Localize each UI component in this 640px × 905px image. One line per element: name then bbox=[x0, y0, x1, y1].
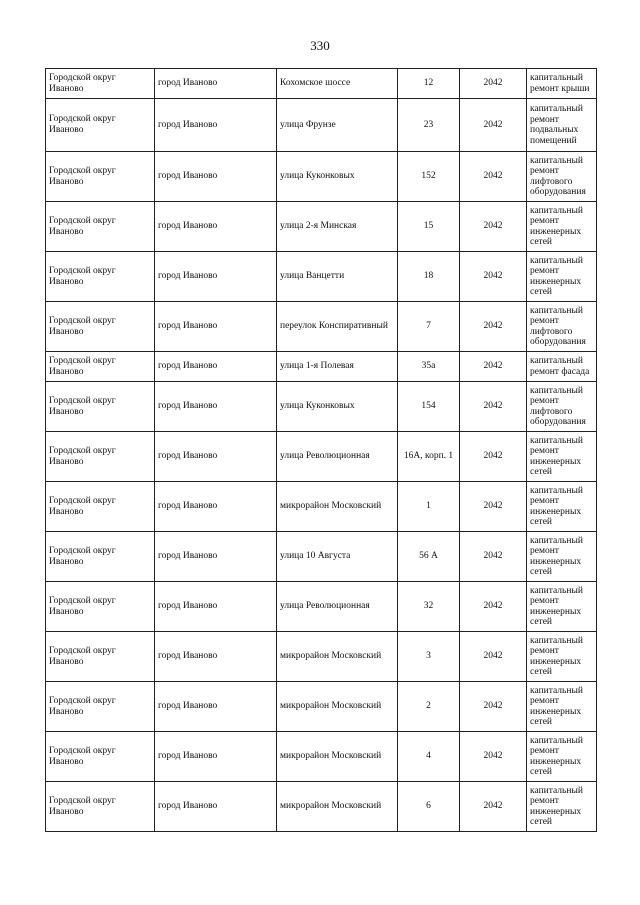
cell-year: 2042 bbox=[460, 302, 527, 352]
cell-year: 2042 bbox=[460, 252, 527, 302]
cell-street: улица 1-я Полевая bbox=[277, 352, 398, 382]
cell-work-type: капитальный ремонт лифтового оборудования bbox=[527, 382, 597, 432]
cell-district: Городской округ Иваново bbox=[46, 782, 155, 832]
table-row bbox=[46, 352, 597, 382]
cell-year: 2042 bbox=[460, 532, 527, 582]
cell-work-type: капитальный ремонт лифтового оборудования bbox=[527, 302, 597, 352]
cell-district: Городской округ Иваново bbox=[46, 152, 155, 202]
page-number: 330 bbox=[310, 38, 330, 53]
cell-house-number: 152 bbox=[398, 152, 460, 202]
cell-year: 2042 bbox=[460, 632, 527, 682]
cell-city: город Иваново bbox=[155, 202, 277, 252]
cell-house-number: 18 bbox=[398, 252, 460, 302]
table-row bbox=[46, 202, 597, 252]
cell-work-type: капитальный ремонт инженерных сетей bbox=[527, 482, 597, 532]
table-row bbox=[46, 532, 597, 582]
cell-city: город Иваново bbox=[155, 582, 277, 632]
cell-house-number: 3 bbox=[398, 632, 460, 682]
cell-work-type: капитальный ремонт лифтового оборудования bbox=[527, 152, 597, 202]
cell-city: город Иваново bbox=[155, 482, 277, 532]
cell-district: Городской округ Иваново bbox=[46, 252, 155, 302]
cell-district: Городской округ Иваново bbox=[46, 302, 155, 352]
cell-work-type: капитальный ремонт инженерных сетей bbox=[527, 432, 597, 482]
cell-street: улица 10 Августа bbox=[277, 532, 398, 582]
cell-work-type: капитальный ремонт инженерных сетей bbox=[527, 782, 597, 832]
cell-city: город Иваново bbox=[155, 252, 277, 302]
table-row bbox=[46, 69, 597, 99]
cell-year: 2042 bbox=[460, 382, 527, 432]
table-row bbox=[46, 482, 597, 532]
cell-work-type: капитальный ремонт инженерных сетей bbox=[527, 202, 597, 252]
cell-street: микрорайон Московский bbox=[277, 682, 398, 732]
cell-year: 2042 bbox=[460, 69, 527, 99]
cell-house-number: 154 bbox=[398, 382, 460, 432]
cell-city: город Иваново bbox=[155, 99, 277, 152]
cell-district: Городской округ Иваново bbox=[46, 432, 155, 482]
cell-house-number: 7 bbox=[398, 302, 460, 352]
cell-year: 2042 bbox=[460, 732, 527, 782]
cell-city: город Иваново bbox=[155, 532, 277, 582]
cell-district: Городской округ Иваново bbox=[46, 632, 155, 682]
cell-district: Городской округ Иваново bbox=[46, 99, 155, 152]
cell-work-type: капитальный ремонт инженерных сетей bbox=[527, 632, 597, 682]
cell-work-type: капитальный ремонт инженерных сетей bbox=[527, 682, 597, 732]
cell-work-type: капитальный ремонт инженерных сетей bbox=[527, 732, 597, 782]
cell-district: Городской округ Иваново bbox=[46, 682, 155, 732]
cell-year: 2042 bbox=[460, 682, 527, 732]
cell-city: город Иваново bbox=[155, 632, 277, 682]
cell-year: 2042 bbox=[460, 202, 527, 252]
cell-street: микрорайон Московский bbox=[277, 482, 398, 532]
cell-street: улица Куконковых bbox=[277, 382, 398, 432]
table-row bbox=[46, 782, 597, 832]
cell-city: город Иваново bbox=[155, 782, 277, 832]
cell-house-number: 23 bbox=[398, 99, 460, 152]
cell-district: Городской округ Иваново bbox=[46, 582, 155, 632]
cell-street: улица Революционная bbox=[277, 582, 398, 632]
cell-work-type: капитальный ремонт крыши bbox=[527, 69, 597, 99]
cell-street: улица Фрунзе bbox=[277, 99, 398, 152]
cell-house-number: 1 bbox=[398, 482, 460, 532]
cell-city: город Иваново bbox=[155, 432, 277, 482]
cell-house-number: 12 bbox=[398, 69, 460, 99]
cell-city: город Иваново bbox=[155, 302, 277, 352]
table-row bbox=[46, 152, 597, 202]
table-row bbox=[46, 632, 597, 682]
cell-city: город Иваново bbox=[155, 732, 277, 782]
cell-work-type: капитальный ремонт подвальных помещений bbox=[527, 99, 597, 152]
cell-house-number: 2 bbox=[398, 682, 460, 732]
table-row bbox=[46, 302, 597, 352]
cell-work-type: капитальный ремонт инженерных сетей bbox=[527, 252, 597, 302]
cell-house-number: 15 bbox=[398, 202, 460, 252]
cell-street: микрорайон Московский bbox=[277, 632, 398, 682]
cell-year: 2042 bbox=[460, 482, 527, 532]
table-row bbox=[46, 732, 597, 782]
cell-year: 2042 bbox=[460, 352, 527, 382]
cell-street: улица Революционная bbox=[277, 432, 398, 482]
cell-year: 2042 bbox=[460, 782, 527, 832]
cell-city: город Иваново bbox=[155, 69, 277, 99]
cell-year: 2042 bbox=[460, 582, 527, 632]
cell-street: улица 2-я Минская bbox=[277, 202, 398, 252]
cell-street: микрорайон Московский bbox=[277, 782, 398, 832]
cell-year: 2042 bbox=[460, 432, 527, 482]
cell-district: Городской округ Иваново bbox=[46, 532, 155, 582]
table-row bbox=[46, 682, 597, 732]
cell-year: 2042 bbox=[460, 152, 527, 202]
table-row bbox=[46, 252, 597, 302]
cell-house-number: 6 bbox=[398, 782, 460, 832]
cell-house-number: 56 А bbox=[398, 532, 460, 582]
table-row bbox=[46, 382, 597, 432]
cell-district: Городской округ Иваново bbox=[46, 482, 155, 532]
cell-year: 2042 bbox=[460, 99, 527, 152]
cell-house-number: 32 bbox=[398, 582, 460, 632]
table-row bbox=[46, 432, 597, 482]
cell-street: переулок Конспиративный bbox=[277, 302, 398, 352]
cell-district: Городской округ Иваново bbox=[46, 69, 155, 99]
cell-street: микрорайон Московский bbox=[277, 732, 398, 782]
cell-street: Кохомское шоссе bbox=[277, 69, 398, 99]
table-row bbox=[46, 99, 597, 152]
cell-work-type: капитальный ремонт фасада bbox=[527, 352, 597, 382]
cell-district: Городской округ Иваново bbox=[46, 202, 155, 252]
cell-house-number: 16А, корп. 1 bbox=[398, 432, 460, 482]
housing-repair-table bbox=[45, 68, 597, 832]
cell-district: Городской округ Иваново bbox=[46, 382, 155, 432]
cell-street: улица Ванцетти bbox=[277, 252, 398, 302]
cell-district: Городской округ Иваново bbox=[46, 732, 155, 782]
cell-house-number: 35а bbox=[398, 352, 460, 382]
cell-city: город Иваново bbox=[155, 682, 277, 732]
cell-city: город Иваново bbox=[155, 152, 277, 202]
cell-work-type: капитальный ремонт инженерных сетей bbox=[527, 532, 597, 582]
cell-city: город Иваново bbox=[155, 352, 277, 382]
cell-work-type: капитальный ремонт инженерных сетей bbox=[527, 582, 597, 632]
cell-city: город Иваново bbox=[155, 382, 277, 432]
cell-house-number: 4 bbox=[398, 732, 460, 782]
cell-district: Городской округ Иваново bbox=[46, 352, 155, 382]
cell-street: улица Куконковых bbox=[277, 152, 398, 202]
table-row bbox=[46, 582, 597, 632]
